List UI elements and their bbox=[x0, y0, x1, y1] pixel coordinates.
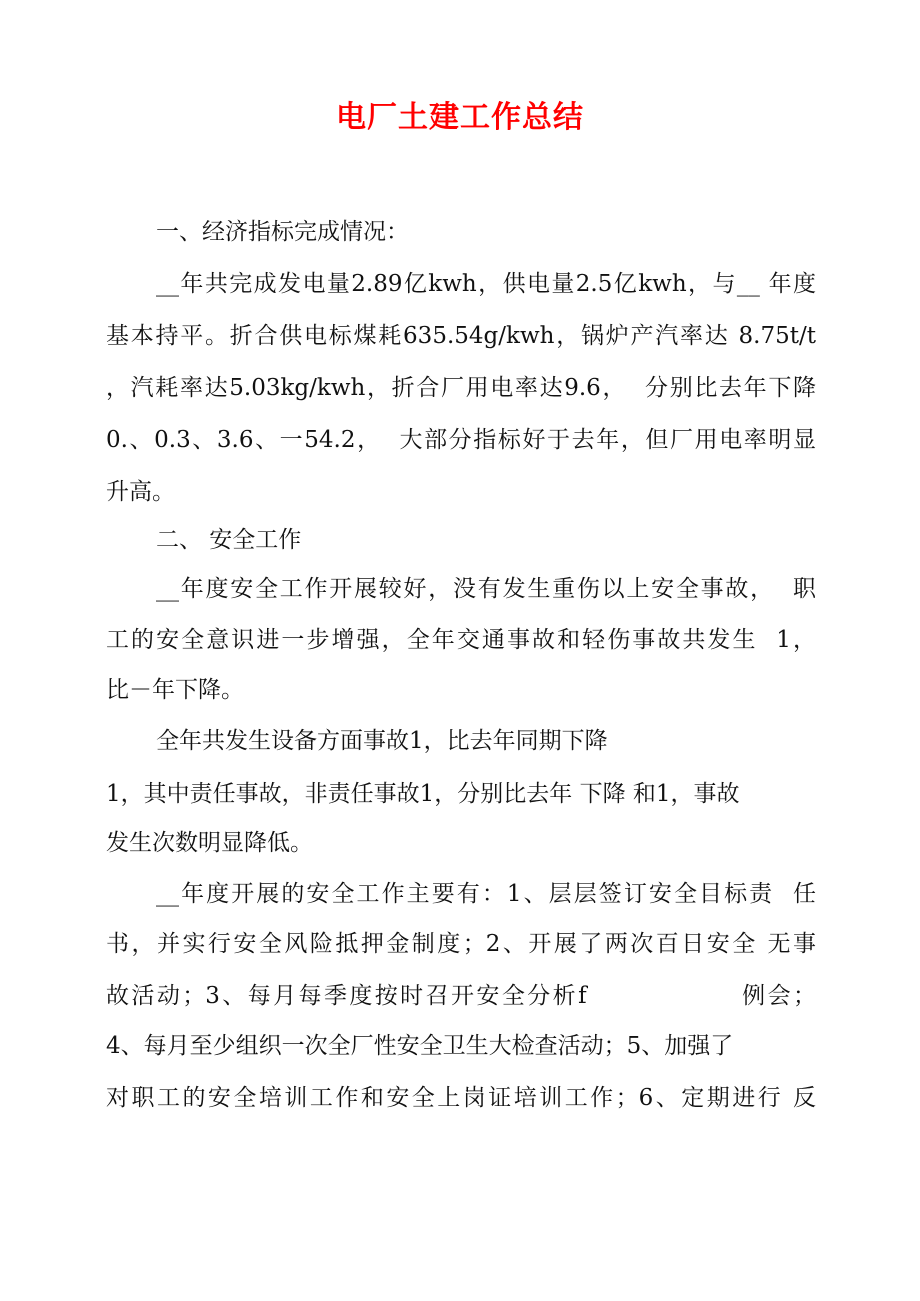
paragraph-line: 对职工的安全培训工作和安全上岗证培训工作；6、定期进行 反 bbox=[106, 1085, 816, 1111]
paragraph-line: 升高。 bbox=[106, 479, 175, 505]
paragraph-line: 故活动；3、每月每季度按时召开安全分析f 例会； bbox=[106, 983, 816, 1009]
paragraph-line: 0.、0.3、3.6、一54.2， 大部分指标好于去年，但厂用电率明显 bbox=[106, 427, 816, 453]
paragraph-line: __年度安全工作开展较好，没有发生重伤以上安全事故， 职 bbox=[156, 576, 816, 602]
paragraph-line: 工的安全意识进一步增强，全年交通事故和轻伤事故共发生 1， bbox=[106, 627, 816, 653]
document-title: 电厂土建工作总结 bbox=[336, 100, 584, 135]
paragraph-line: 全年共发生设备方面事故1，比去年同期下降 bbox=[156, 728, 608, 754]
paragraph-line: 基本持平。折合供电标煤耗635.54g/kwh，锅炉产汽率达 8.75t/t bbox=[106, 323, 816, 349]
paragraph-line: 比－年下降。 bbox=[106, 677, 244, 703]
paragraph-line: 1，其中责任事故，非责任事故1，分别比去年 下降 和1，事故 bbox=[106, 781, 740, 807]
paragraph-line: __年度开展的安全工作主要有：1、层层签订安全目标责 任 bbox=[156, 881, 816, 907]
section-heading-economic: 一、经济指标完成情况： bbox=[156, 219, 409, 245]
paragraph-line: 书，并实行安全风险抵押金制度；2、开展了两次百日安全 无事 bbox=[106, 931, 816, 957]
paragraph-line: 4、每月至少组织一次全厂性安全卫生大检查活动；5、加强了 bbox=[106, 1033, 734, 1059]
paragraph-line: 发生次数明显降低。 bbox=[106, 830, 313, 856]
section-heading-safety: 二、 安全工作 bbox=[156, 527, 302, 553]
paragraph-line: ，汽耗率达5.03kg/kwh，折合厂用电率达9.6， 分别比去年下降 bbox=[106, 375, 816, 401]
paragraph-line: __年共完成发电量2.89亿kwh，供电量2.5亿kwh，与__ 年度 bbox=[156, 271, 816, 297]
